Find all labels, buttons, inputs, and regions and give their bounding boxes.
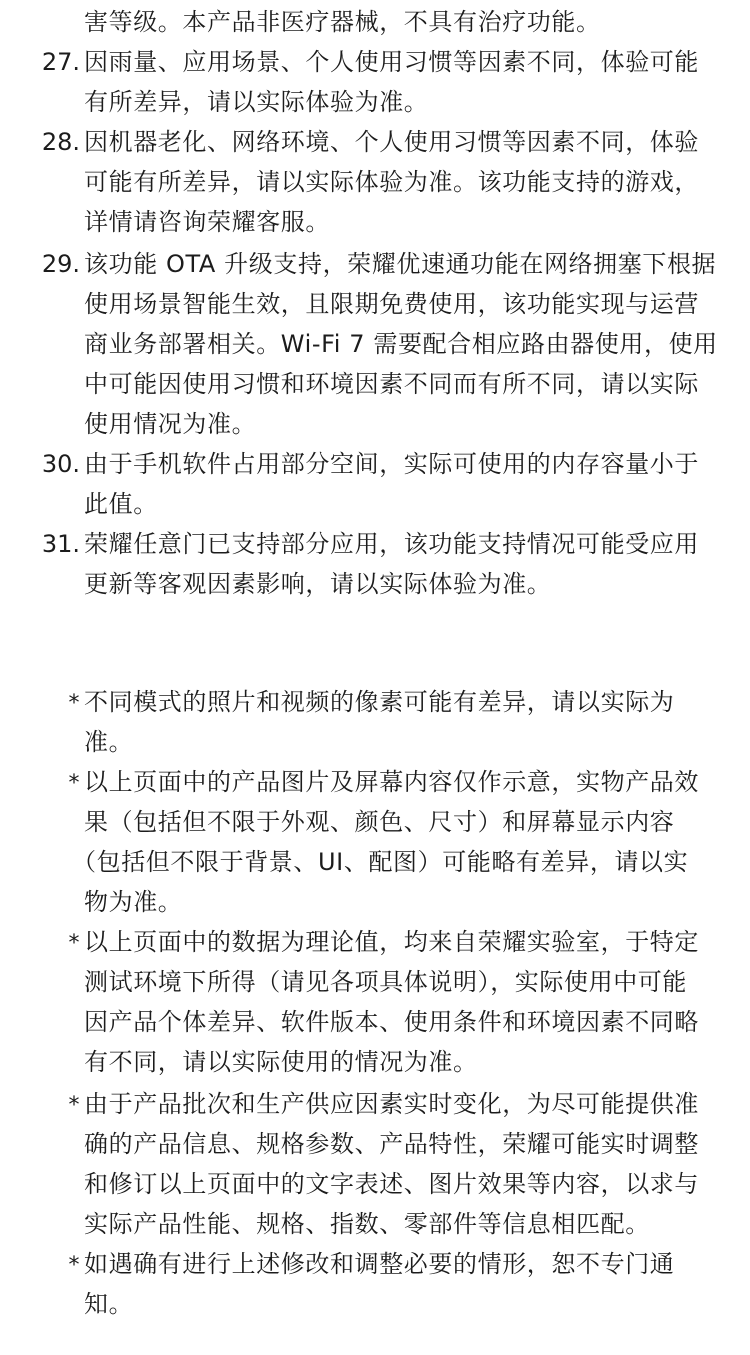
asterisk-marker: * <box>68 1093 80 1118</box>
note-line: 确的产品信息、规格参数、产品特性，荣耀可能实时调整 <box>84 1130 699 1158</box>
note-line: 因机器老化、网络环境、个人使用习惯等因素不同，体验 <box>84 128 699 156</box>
note-line: 实际产品性能、规格、指数、零部件等信息相匹配。 <box>84 1210 650 1238</box>
note-line: 详情请咨询荣耀客服。 <box>84 208 330 236</box>
note-line: 以上页面中的数据为理论值，均来自荣耀实验室，于特定 <box>84 928 699 956</box>
note-line: 果（包括但不限于外观、颜色、尺寸）和屏幕显示内容 <box>84 808 675 836</box>
note-number: 29. <box>41 250 80 278</box>
note-line: 荣耀任意门已支持部分应用，该功能支持情况可能受应用 <box>84 530 699 558</box>
asterisk-marker: * <box>68 931 80 956</box>
note-line: 此值。 <box>84 490 158 518</box>
note-line: （包括但不限于背景、UI、配图）可能略有差异，请以实 <box>72 848 689 876</box>
note-line: 因产品个体差异、软件版本、使用条件和环境因素不同略 <box>84 1008 699 1036</box>
note-line: 害等级。本产品非医疗器械，不具有治疗功能。 <box>84 8 601 36</box>
note-line: 使用情况为准。 <box>84 410 257 438</box>
note-line: 商业务部署相关。Wi-Fi 7 需要配合相应路由器使用，使用 <box>84 330 718 358</box>
asterisk-marker: * <box>68 771 80 796</box>
note-line: 不同模式的照片和视频的像素可能有差异，请以实际为 <box>84 688 675 716</box>
note-line: 和修订以上页面中的文字表述、图片效果等内容，以求与 <box>84 1170 699 1198</box>
note-number: 31. <box>41 530 80 558</box>
note-line: 更新等客观因素影响，请以实际体验为准。 <box>84 570 552 598</box>
note-line: 有不同，请以实际使用的情况为准。 <box>84 1048 478 1076</box>
note-line: 由于手机软件占用部分空间，实际可使用的内存容量小于 <box>84 450 699 478</box>
asterisk-marker: * <box>68 691 80 716</box>
note-line: 有所差异，请以实际体验为准。 <box>84 88 429 116</box>
note-number: 30. <box>41 450 80 478</box>
note-line: 中可能因使用习惯和环境因素不同而有所不同，请以实际 <box>84 370 699 398</box>
note-line: 该功能 OTA 升级支持，荣耀优速通功能在网络拥塞下根据 <box>84 250 717 278</box>
note-line: 准。 <box>84 728 134 756</box>
note-line: 可能有所差异，请以实际体验为准。该功能支持的游戏， <box>84 168 699 196</box>
note-line: 物为准。 <box>84 888 183 916</box>
note-number: 28. <box>41 128 80 156</box>
note-line: 使用场景智能生效，且限期免费使用，该功能实现与运营 <box>84 290 699 318</box>
note-line: 以上页面中的产品图片及屏幕内容仅作示意，实物产品效 <box>84 768 699 796</box>
note-line: 知。 <box>84 1290 134 1318</box>
asterisk-marker: * <box>68 1253 80 1278</box>
note-line: 因雨量、应用场景、个人使用习惯等因素不同，体验可能 <box>84 48 699 76</box>
note-number: 27. <box>41 48 80 76</box>
note-line: 测试环境下所得（请见各项具体说明），实际使用中可能 <box>84 968 687 996</box>
note-line: 如遇确有进行上述修改和调整必要的情形，恕不专门通 <box>84 1250 675 1278</box>
note-line: 由于产品批次和生产供应因素实时变化，为尽可能提供准 <box>84 1090 699 1118</box>
